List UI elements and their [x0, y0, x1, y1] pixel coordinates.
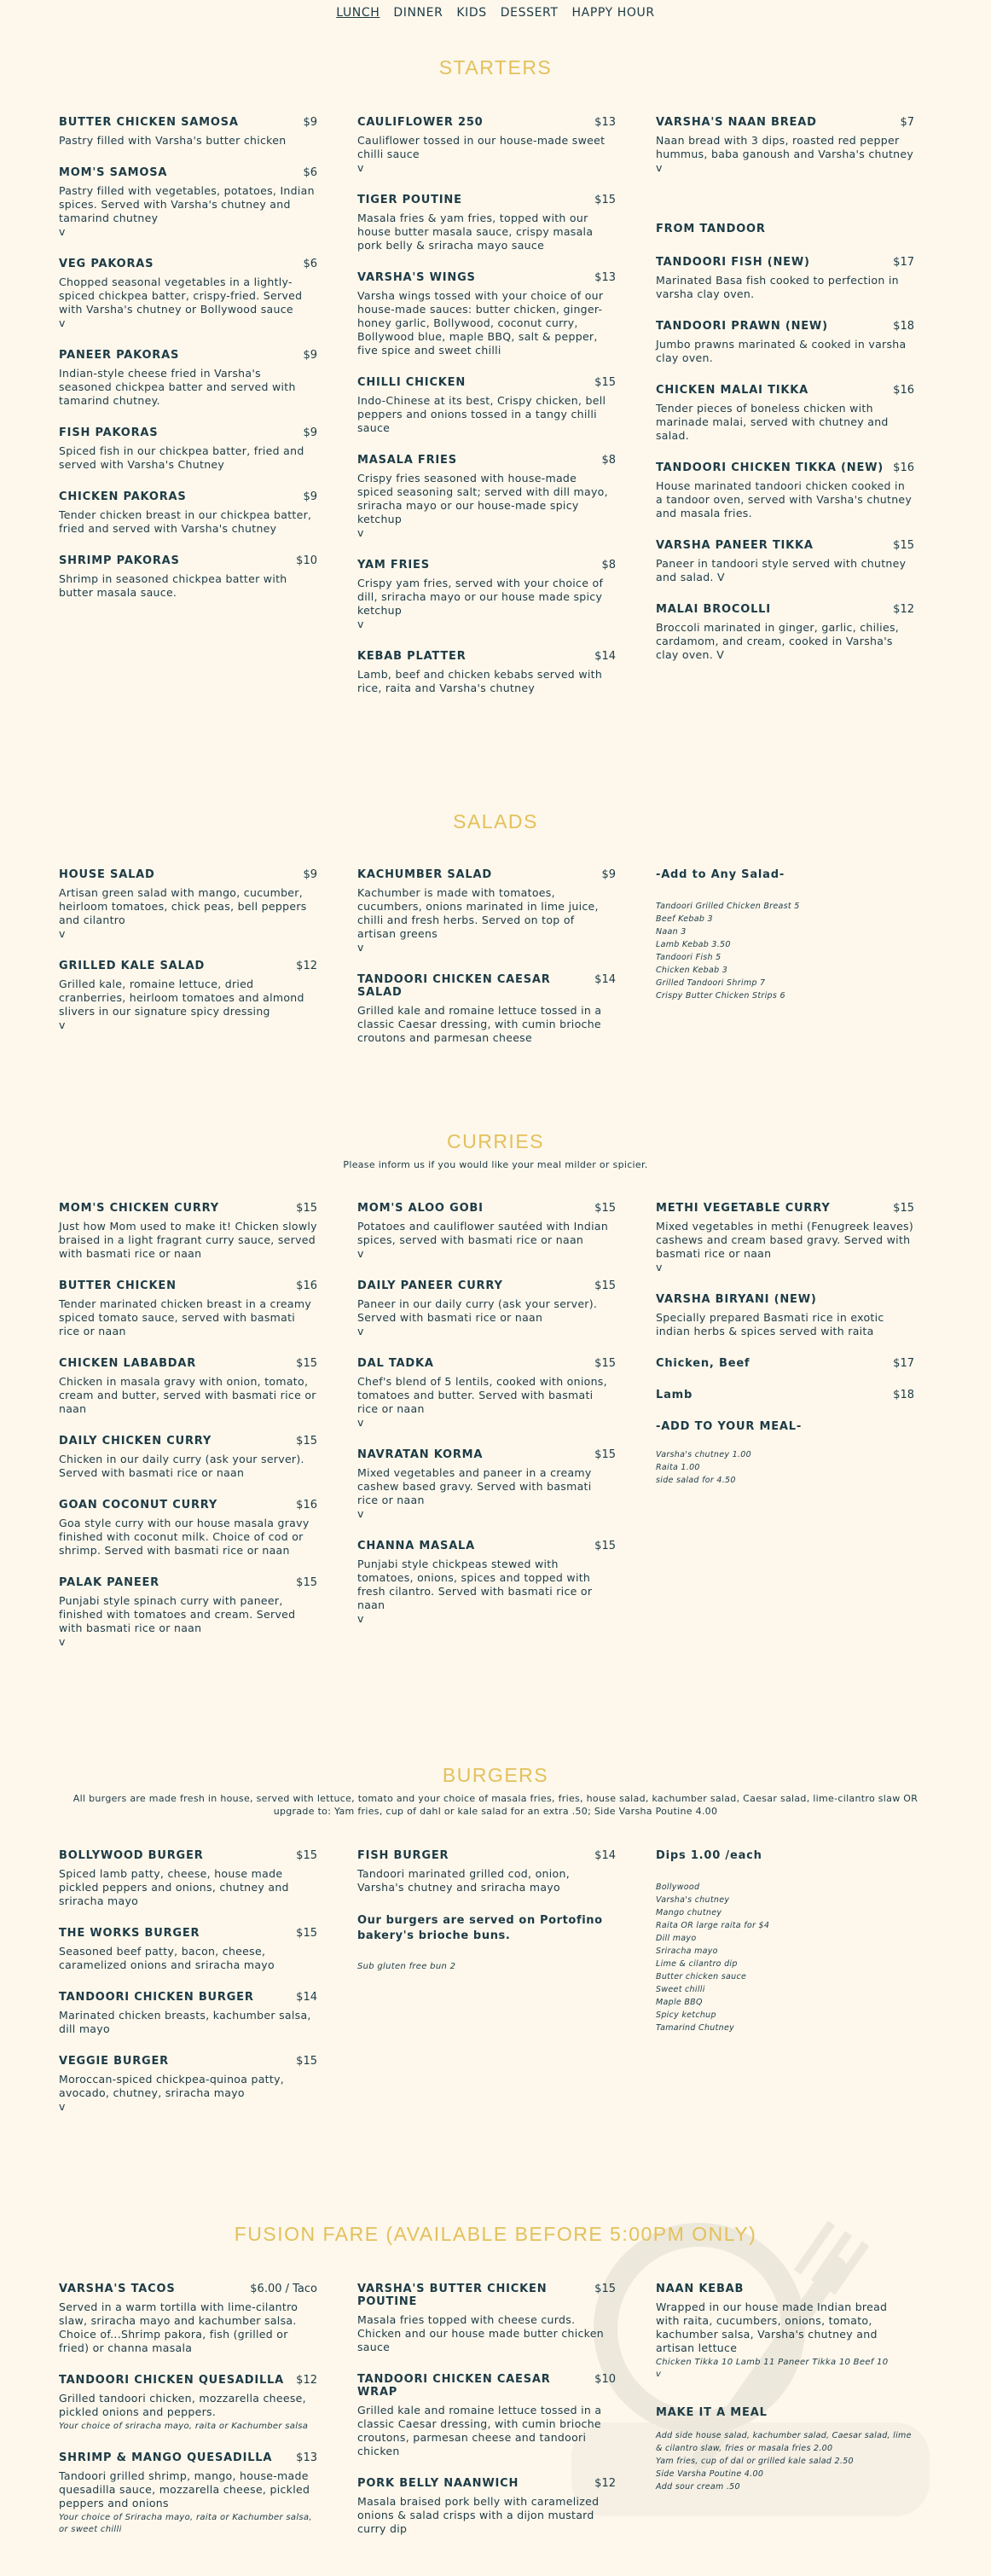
item-name: FISH PAKORAS [59, 426, 159, 439]
item-name: MOM'S ALOO GOBI [357, 1202, 484, 1215]
item-price: $9 [303, 116, 317, 129]
menu-item [656, 539, 914, 584]
list-item: Varsha's chutney 1.00 [656, 1450, 751, 1459]
item-price: $9 [303, 426, 317, 439]
item-description: Mixed vegetables and paneer in a creamy cashew based gravy. Served with basmati rice or naan v [357, 1466, 592, 1520]
item-name: VARSHA'S NAAN BREAD [656, 116, 817, 129]
item-price: $12 [296, 960, 317, 972]
item-subnote: Chicken Tikka 10 Lamb 11 Paneer Tikka 10 Beef 10 v [656, 2358, 889, 2379]
item-description: Broccoli marinated in ginger, garlic, chilies, cardamom, and cream, cooked in Varsha's clay oven. V [656, 621, 900, 661]
menu-item [357, 1357, 616, 1430]
menu-item [656, 116, 914, 175]
menu-column [59, 1202, 317, 1668]
menu-item [656, 256, 914, 301]
item-description: Jumbo prawns marinated & cooked in varsha clay oven. [656, 338, 907, 364]
nav-link-dinner[interactable]: DINNER [393, 6, 443, 20]
item-description: Tender pieces of boneless chicken with marinade malai, served with chutney and salad. [656, 402, 889, 442]
item-price: $13 [594, 271, 616, 284]
list-item: Chicken Kebab 3 [656, 966, 728, 975]
menu-item [357, 454, 616, 540]
item-price: $16 [296, 1279, 317, 1292]
fusion-section [0, 2223, 991, 2246]
menu-column [357, 1849, 616, 1973]
list-item: Raita 1.00 [656, 1463, 700, 1472]
menu-item [357, 194, 616, 252]
item-name: PALAK PANEER [59, 1576, 159, 1589]
menu-item [656, 1389, 914, 1401]
item-description: Potatoes and cauliflower sautéed with Indian spices, served with basmati rice or naan v [357, 1220, 609, 1260]
item-name: TANDOORI CHICKEN QUESADILLA [59, 2374, 284, 2387]
menu-item [656, 384, 914, 443]
dips-list [656, 1881, 914, 2034]
menu-item [357, 1202, 616, 1261]
add-to-salad [656, 868, 914, 1002]
item-price: $8 [601, 559, 616, 571]
item-description: House marinated tandoori chicken cooked in a tandoor oven, served with Varsha's chutney and masala fries. [656, 479, 913, 519]
menu-column [357, 868, 616, 1064]
menu-item [59, 2283, 317, 2355]
list-item: Naan 3 [656, 927, 687, 937]
curries-section [0, 1130, 991, 1171]
menu-item [59, 349, 317, 408]
item-description: Tender chicken breast in our chickpea batter, fried and served with Varsha's chutney [59, 508, 312, 535]
item-name: TANDOORI FISH (NEW) [656, 256, 810, 269]
menu-item [59, 426, 317, 472]
nav-link-kids[interactable]: KIDS [456, 6, 487, 20]
item-description: Grilled kale and romaine lettuce tossed in a classic Caesar dressing, with cumin brioche croutons, parmesan cheese and tandoori chicken [357, 2404, 602, 2457]
item-description: Tender marinated chicken breast in a creamy spiced tomato sauce, served with basmati rice or naan [59, 1297, 312, 1337]
menu-item [59, 868, 317, 941]
item-name: MOM'S CHICKEN CURRY [59, 1202, 219, 1215]
add-to-salad-list [656, 900, 914, 1002]
item-name: GOAN COCONUT CURRY [59, 1499, 218, 1511]
item-subnote: Your choice of Sriracha mayo, raita or Kachumber salsa, or sweet chilli [59, 2513, 312, 2534]
item-price: $14 [594, 1849, 616, 1862]
list-item: Grilled Tandoori Shrimp 7 [656, 978, 766, 988]
menu-item [59, 2451, 317, 2536]
item-price: $12 [296, 2374, 317, 2387]
item-name: MASALA FRIES [357, 454, 457, 467]
item-name: Chicken, Beef [656, 1357, 750, 1370]
item-name: SHRIMP & MANGO QUESADILLA [59, 2451, 273, 2464]
item-name: CHICKEN LABABDAR [59, 1357, 197, 1370]
menu-item [357, 559, 616, 631]
item-description: Pastry filled with Varsha's butter chicken [59, 134, 287, 147]
menu-item [59, 490, 317, 536]
item-name: VARSHA'S TACOS [59, 2283, 176, 2295]
item-description: Grilled kale and romaine lettuce tossed in a classic Caesar dressing, with cumin brioche croutons and parmesan cheese [357, 1004, 602, 1044]
menu-column [59, 116, 317, 618]
item-price: $15 [296, 1927, 317, 1940]
item-name: BUTTER CHICKEN SAMOSA [59, 116, 239, 129]
item-description: Paneer in our daily curry (ask your server). Served with basmati rice or naan v [357, 1297, 598, 1337]
item-description: Chicken in our daily curry (ask your server). Served with basmati rice or naan [59, 1453, 304, 1479]
item-description: Marinated chicken breasts, kachumber salsa, dill mayo [59, 2009, 311, 2035]
menu-item [59, 258, 317, 330]
menu-item [357, 2373, 616, 2458]
section-title: SALADS [453, 810, 538, 833]
menu-item [357, 1448, 616, 1521]
item-name: BUTTER CHICKEN [59, 1279, 177, 1292]
section-title: CURRIES [446, 1130, 544, 1152]
item-name: CAULIFLOWER 250 [357, 116, 484, 129]
item-description: Wrapped in our house made Indian bread with raita, cucumbers, onions, tomato, kachumber salsa, Varsha's chutney and artisan lettuce [656, 2300, 888, 2354]
item-price: $15 [296, 2055, 317, 2068]
item-price: $15 [594, 2283, 616, 2295]
item-price: $9 [303, 349, 317, 362]
item-description: Chicken in masala gravy with onion, tomato, cream and butter, served with basmati rice or naan [59, 1375, 316, 1415]
list-item: Side Varsha Poutine 4.00 [656, 2469, 764, 2479]
menu-item [656, 223, 914, 235]
item-price: $9 [303, 868, 317, 881]
item-price: $15 [594, 194, 616, 206]
list-item: Add side house salad, kachumber salad, Caesar salad, lime & cilantro slaw, fries or masala fries 2.00 [656, 2431, 912, 2453]
menu-item [656, 461, 914, 520]
salads-section [0, 810, 991, 833]
item-description: Mixed vegetables in methi (Fenugreek leaves) cashews and cream based gravy. Served with basmati rice or naan v [656, 1220, 914, 1273]
list-item: Tandoori Grilled Chicken Breast 5 [656, 902, 800, 911]
item-name: VEG PAKORAS [59, 258, 154, 270]
item-name: TANDOORI CHICKEN BURGER [59, 1991, 254, 2004]
menu-column [656, 116, 914, 681]
list-item: side salad for 4.50 [656, 1476, 736, 1485]
item-name: TANDOORI PRAWN (NEW) [656, 320, 828, 333]
list-item: Maple BBQ [656, 1998, 703, 2007]
item-name: TIGER POUTINE [357, 194, 462, 206]
item-name: KACHUMBER SALAD [357, 868, 492, 881]
item-price: $9 [601, 868, 616, 881]
list-item: Lamb Kebab 3.50 [656, 940, 731, 949]
menu-column [656, 1202, 914, 1487]
item-name: TANDOORI CHICKEN CAESAR SALAD [357, 973, 551, 999]
item-price: $15 [893, 1202, 914, 1215]
menu-item [59, 1435, 317, 1480]
item-price: $17 [893, 256, 914, 269]
list-item: Varsha's chutney [656, 1895, 730, 1905]
item-description: Kachumber is made with tomatoes, cucumbers, onions marinated in lime juice, chilli and fresh herbs. Served on top of artisan greens v [357, 886, 599, 954]
item-name: NAVRATAN KORMA [357, 1448, 484, 1461]
item-description: Masala fries topped with cheese curds. Chicken and our house made butter chicken sauce [357, 2313, 604, 2353]
item-name: TANDOORI CHICKEN TIKKA (NEW) [656, 461, 884, 474]
menu-item [59, 1202, 317, 1261]
item-name: FISH BURGER [357, 1849, 449, 1862]
dips-title: Dips 1.00 /each [656, 1849, 762, 1862]
list-item: Add sour cream .50 [656, 2482, 740, 2492]
item-price: $6 [303, 166, 317, 179]
item-name: GRILLED KALE SALAD [59, 960, 206, 972]
menu-item [59, 554, 317, 600]
menu-item [357, 271, 616, 357]
section-title: FUSION FARE (AVAILABLE BEFORE 5:00PM ONLY) [234, 2223, 757, 2245]
item-price: $15 [296, 1435, 317, 1448]
item-name: DAILY CHICKEN CURRY [59, 1435, 212, 1448]
item-price: $15 [296, 1357, 317, 1370]
menu-item [357, 973, 616, 1045]
item-description: Seasoned beef patty, bacon, cheese, caramelized onions and sriracha mayo [59, 1945, 275, 1971]
item-price: $15 [594, 1448, 616, 1461]
section-note: All burgers are made fresh in house, served with lettuce, tomato and your choice of masala fries, fries, house salad, kachumber salad, Caesar salad, lime-cilantro slaw OR upgrade to: Yam fries, cup of dahl or kale salad for an extra .50; Side Varsha Poutine 4.00 [72, 1793, 919, 1817]
menu-item [59, 1927, 317, 1972]
menu-column [59, 1849, 317, 2132]
item-name: HOUSE SALAD [59, 868, 155, 881]
item-name: YAM FRIES [357, 559, 430, 571]
list-item: Mango chutney [656, 1908, 722, 1917]
item-name: FROM TANDOOR [656, 223, 766, 235]
menu-item [357, 868, 616, 954]
nav-link-lunch[interactable]: LUNCH [336, 6, 380, 20]
gluten-free-note: Sub gluten free bun 2 [357, 1962, 456, 1971]
item-price: $7 [900, 116, 914, 129]
add-to-salad-title: -Add to Any Salad- [656, 868, 785, 881]
menu-item [59, 960, 317, 1032]
item-name: Lamb [656, 1389, 693, 1401]
item-description: Spiced lamb patty, cheese, house made pickled peppers and onions, chutney and sriracha mayo [59, 1867, 289, 1907]
item-price: $8 [601, 454, 616, 467]
menu-column [656, 2283, 914, 2493]
menu-item [357, 2477, 616, 2536]
list-item: Lime & cilantro dip [656, 1959, 738, 1969]
item-subnote: Your choice of sriracha mayo, raita or Kachumber salsa [59, 2422, 309, 2431]
item-description: Goa style curry with our house masala gravy finished with coconut milk. Choice of cod or shrimp. Served with basmati rice or naan [59, 1517, 310, 1557]
item-price: $15 [296, 1849, 317, 1862]
menu-item [656, 603, 914, 662]
item-price: $15 [594, 1279, 616, 1292]
item-description: Shrimp in seasoned chickpea batter with butter masala sauce. [59, 572, 287, 599]
menu-nav [0, 6, 991, 20]
menu-item [357, 650, 616, 695]
item-name: MALAI BROCOLLI [656, 603, 771, 616]
list-item: Tamarind Chutney [656, 2023, 735, 2033]
item-name: THE WORKS BURGER [59, 1927, 200, 1940]
list-item: Sriracha mayo [656, 1947, 718, 1956]
menu-item [59, 1499, 317, 1558]
item-description: Grilled kale, romaine lettuce, dried cranberries, heirloom tomatoes and almond slivers in our signature spicy dressing v [59, 978, 304, 1031]
item-name: VARSHA'S BUTTER CHICKEN POUTINE [357, 2283, 548, 2308]
menu-column [59, 2283, 317, 2555]
list-item: Beef Kebab 3 [656, 914, 713, 924]
burgers-section [0, 1764, 991, 1818]
item-description: Paneer in tandoori style served with chutney and salad. V [656, 557, 907, 583]
item-price: $15 [594, 1357, 616, 1370]
item-price: $10 [296, 554, 317, 567]
item-description: Served in a warm tortilla with lime-cilantro slaw, sriracha mayo and kachumber salsa. Choice of...Shrimp pakora, fish (grilled or fried) or channa masala [59, 2300, 298, 2354]
item-name: KEBAB PLATTER [357, 650, 467, 663]
item-name: VARSHA'S WINGS [357, 271, 476, 284]
item-price: $6.00 / Taco [250, 2283, 317, 2295]
item-price: $15 [296, 1202, 317, 1215]
item-name: NAAN KEBAB [656, 2283, 745, 2295]
item-description: Masala braised pork belly with caramelized onions & salad crisps with a dijon mustard curry dip [357, 2495, 600, 2535]
menu-item [59, 166, 317, 239]
item-name: BOLLYWOOD BURGER [59, 1849, 204, 1862]
item-description: Naan bread with 3 dips, roasted red pepper hummus, baba ganoush and Varsha's chutney v [656, 134, 914, 174]
dips [656, 1849, 914, 2034]
item-price: $6 [303, 258, 317, 270]
item-price: $13 [594, 116, 616, 129]
item-description: Varsha wings tossed with your choice of our house-made sauces: butter chicken, ginger-honey garlic, Bollywood, coconut curry, Bollywood blue, maple BBQ, salt & pepper, five spice and sweet chilli [357, 289, 604, 357]
item-description: Masala fries & yam fries, topped with our house butter masala sauce, crispy masala pork belly & sriracha mayo sauce [357, 212, 594, 252]
item-description: Marinated Basa fish cooked to perfection in varsha clay oven. [656, 274, 899, 300]
item-price: $16 [893, 461, 914, 474]
item-name: PANEER PAKORAS [59, 349, 180, 362]
section-note: Please inform us if you would like your meal milder or spicier. [343, 1159, 648, 1170]
list-item: Yam fries, cup of dal or grilled kale salad 2.50 [656, 2457, 854, 2466]
item-name: CHANNA MASALA [357, 1540, 475, 1552]
item-description: Spiced fish in our chickpea batter, fried and served with Varsha's Chutney [59, 444, 304, 471]
item-name: VARSHA PANEER TIKKA [656, 539, 814, 552]
make-it-a-meal-list [656, 2429, 914, 2493]
item-description: Just how Mom used to make it! Chicken slowly braised in a light fragrant curry sauce, served with basmati rice or naan [59, 1220, 317, 1260]
item-name: CHICKEN PAKORAS [59, 490, 187, 503]
make-it-a-meal-title: MAKE IT A MEAL [656, 2406, 768, 2419]
item-name: DAILY PANEER CURRY [357, 1279, 503, 1292]
menu-item [656, 320, 914, 365]
menu-item [656, 1202, 914, 1274]
item-price: $12 [594, 2477, 616, 2490]
item-price: $9 [303, 490, 317, 503]
list-item: Butter chicken sauce [656, 1972, 747, 1981]
menu-item [357, 1849, 616, 1894]
item-name: TANDOORI CHICKEN CAESAR WRAP [357, 2373, 551, 2399]
menu-item [656, 1357, 914, 1370]
item-description: Chef's blend of 5 lentils, cooked with onions, tomatoes and butter. Served with basmati rice or naan v [357, 1375, 607, 1429]
list-item: Raita OR large raita for $4 [656, 1921, 770, 1930]
item-name: SHRIMP PAKORAS [59, 554, 180, 567]
menu-item [357, 2283, 616, 2354]
item-description: Artisan green salad with mango, cucumber, heirloom tomatoes, chick peas, bell peppers and cilantro v [59, 886, 307, 940]
item-price: $17 [893, 1357, 914, 1370]
menu-item [59, 1279, 317, 1338]
section-title: STARTERS [438, 56, 553, 78]
list-item: Spicy ketchup [656, 2010, 716, 2020]
item-description: Lamb, beef and chicken kebabs served with rice, raita and Varsha's chutney [357, 668, 603, 694]
item-name: MOM'S SAMOSA [59, 166, 168, 179]
item-price: $14 [296, 1991, 317, 2004]
menu-item [59, 1991, 317, 2036]
menu-column [357, 1202, 616, 1645]
item-price: $15 [594, 1202, 616, 1215]
item-description: Punjabi style spinach curry with paneer, finished with tomatoes and cream. Served with basmati rice or naan v [59, 1594, 296, 1648]
item-description: Tandoori marinated grilled cod, onion, Varsha's chutney and sriracha mayo [357, 1867, 570, 1894]
list-item: Bollywood [656, 1883, 700, 1892]
starters-section [0, 56, 991, 79]
item-name: VEGGIE BURGER [59, 2055, 169, 2068]
menu-item [59, 1849, 317, 1908]
item-price: $16 [296, 1499, 317, 1511]
item-name: PORK BELLY NAANWICH [357, 2477, 519, 2490]
item-description: Indian-style cheese fried in Varsha's seasoned chickpea batter and served with tamarind chutney. [59, 367, 296, 407]
list-item: Tandoori Fish 5 [656, 953, 722, 962]
item-price: $15 [296, 1576, 317, 1589]
item-description: Cauliflower tossed in our house-made sweet chilli sauce v [357, 134, 606, 174]
list-item: Crispy Butter Chicken Strips 6 [656, 991, 785, 1001]
item-price: $18 [893, 320, 914, 333]
item-description: Specially prepared Basmati rice in exotic indian herbs & spices served with raita [656, 1311, 884, 1337]
item-price: $15 [594, 376, 616, 389]
menu-item [357, 1279, 616, 1338]
item-name: METHI VEGETABLE CURRY [656, 1202, 831, 1215]
item-description: Tandoori grilled shrimp, mango, house-made quesadilla sauce, mozzarella cheese, pickled peppers and onions [59, 2469, 310, 2509]
menu-item [656, 1293, 914, 1338]
menu-column [357, 2283, 616, 2555]
item-name: CHILLI CHICKEN [357, 376, 467, 389]
section-title: BURGERS [442, 1764, 549, 1786]
menu-item [357, 376, 616, 435]
menu-item [59, 1576, 317, 1649]
menu-item [59, 116, 317, 148]
nav-link-dessert[interactable]: DESSERT [500, 6, 559, 20]
item-name: VARSHA BIRYANI (NEW) [656, 1293, 817, 1306]
menu-item [357, 116, 616, 175]
add-to-meal-title: -ADD TO YOUR MEAL- [656, 1420, 803, 1433]
item-price: $10 [594, 2373, 616, 2386]
item-price: $15 [893, 539, 914, 552]
item-description: Punjabi style chickpeas stewed with tomatoes, onions, spices and topped with fresh cilantro. Served with basmati rice or naan v [357, 1558, 593, 1625]
menu-column [357, 116, 616, 714]
menu-item [656, 2283, 914, 2381]
item-description: Indo-Chinese at its best, Crispy chicken, bell peppers and onions tossed in a tangy chilli sauce [357, 394, 606, 434]
item-price: $16 [893, 384, 914, 397]
item-price: $18 [893, 1389, 914, 1401]
list-item: Dill mayo [656, 1934, 697, 1943]
add-to-meal-list [656, 1448, 914, 1487]
item-description: Crispy fries seasoned with house-made spiced seasoning salt; served with dill mayo, sriracha mayo or our house-made spicy ketchup v [357, 472, 608, 539]
menu-item [59, 1357, 317, 1416]
item-name: CHICKEN MALAI TIKKA [656, 384, 808, 397]
menu-item [59, 2055, 317, 2114]
menu-item [59, 2374, 317, 2433]
nav-link-happy-hour[interactable]: HAPPY HOUR [571, 6, 655, 20]
menu-column [59, 868, 317, 1051]
item-description: Pastry filled with vegetables, potatoes, Indian spices. Served with Varsha's chutney and tamarind chutney v [59, 184, 315, 238]
item-description: Crispy yam fries, served with your choice of dill, sriracha mayo or our house made spicy ketchup v [357, 577, 604, 630]
item-price: $14 [594, 650, 616, 663]
item-price: $12 [893, 603, 914, 616]
item-name: DAL TADKA [357, 1357, 434, 1370]
item-description: Chopped seasonal vegetables in a lightly-spiced chickpea batter, crispy-fried. Served with Varsha's chutney or Bollywood sauce v [59, 276, 303, 329]
list-item: Sweet chilli [656, 1985, 705, 1994]
bun-note: Our burgers are served on Portofino bakery's brioche buns. [357, 1914, 603, 1942]
item-price: $15 [594, 1540, 616, 1552]
menu-item [357, 1540, 616, 1626]
item-description: Moroccan-spiced chickpea-quinoa patty, avocado, chutney, sriracha mayo v [59, 2073, 285, 2113]
item-price: $14 [594, 973, 616, 986]
item-description: Grilled tandoori chicken, mozzarella cheese, pickled onions and peppers. [59, 2392, 306, 2418]
item-price: $13 [296, 2451, 317, 2464]
